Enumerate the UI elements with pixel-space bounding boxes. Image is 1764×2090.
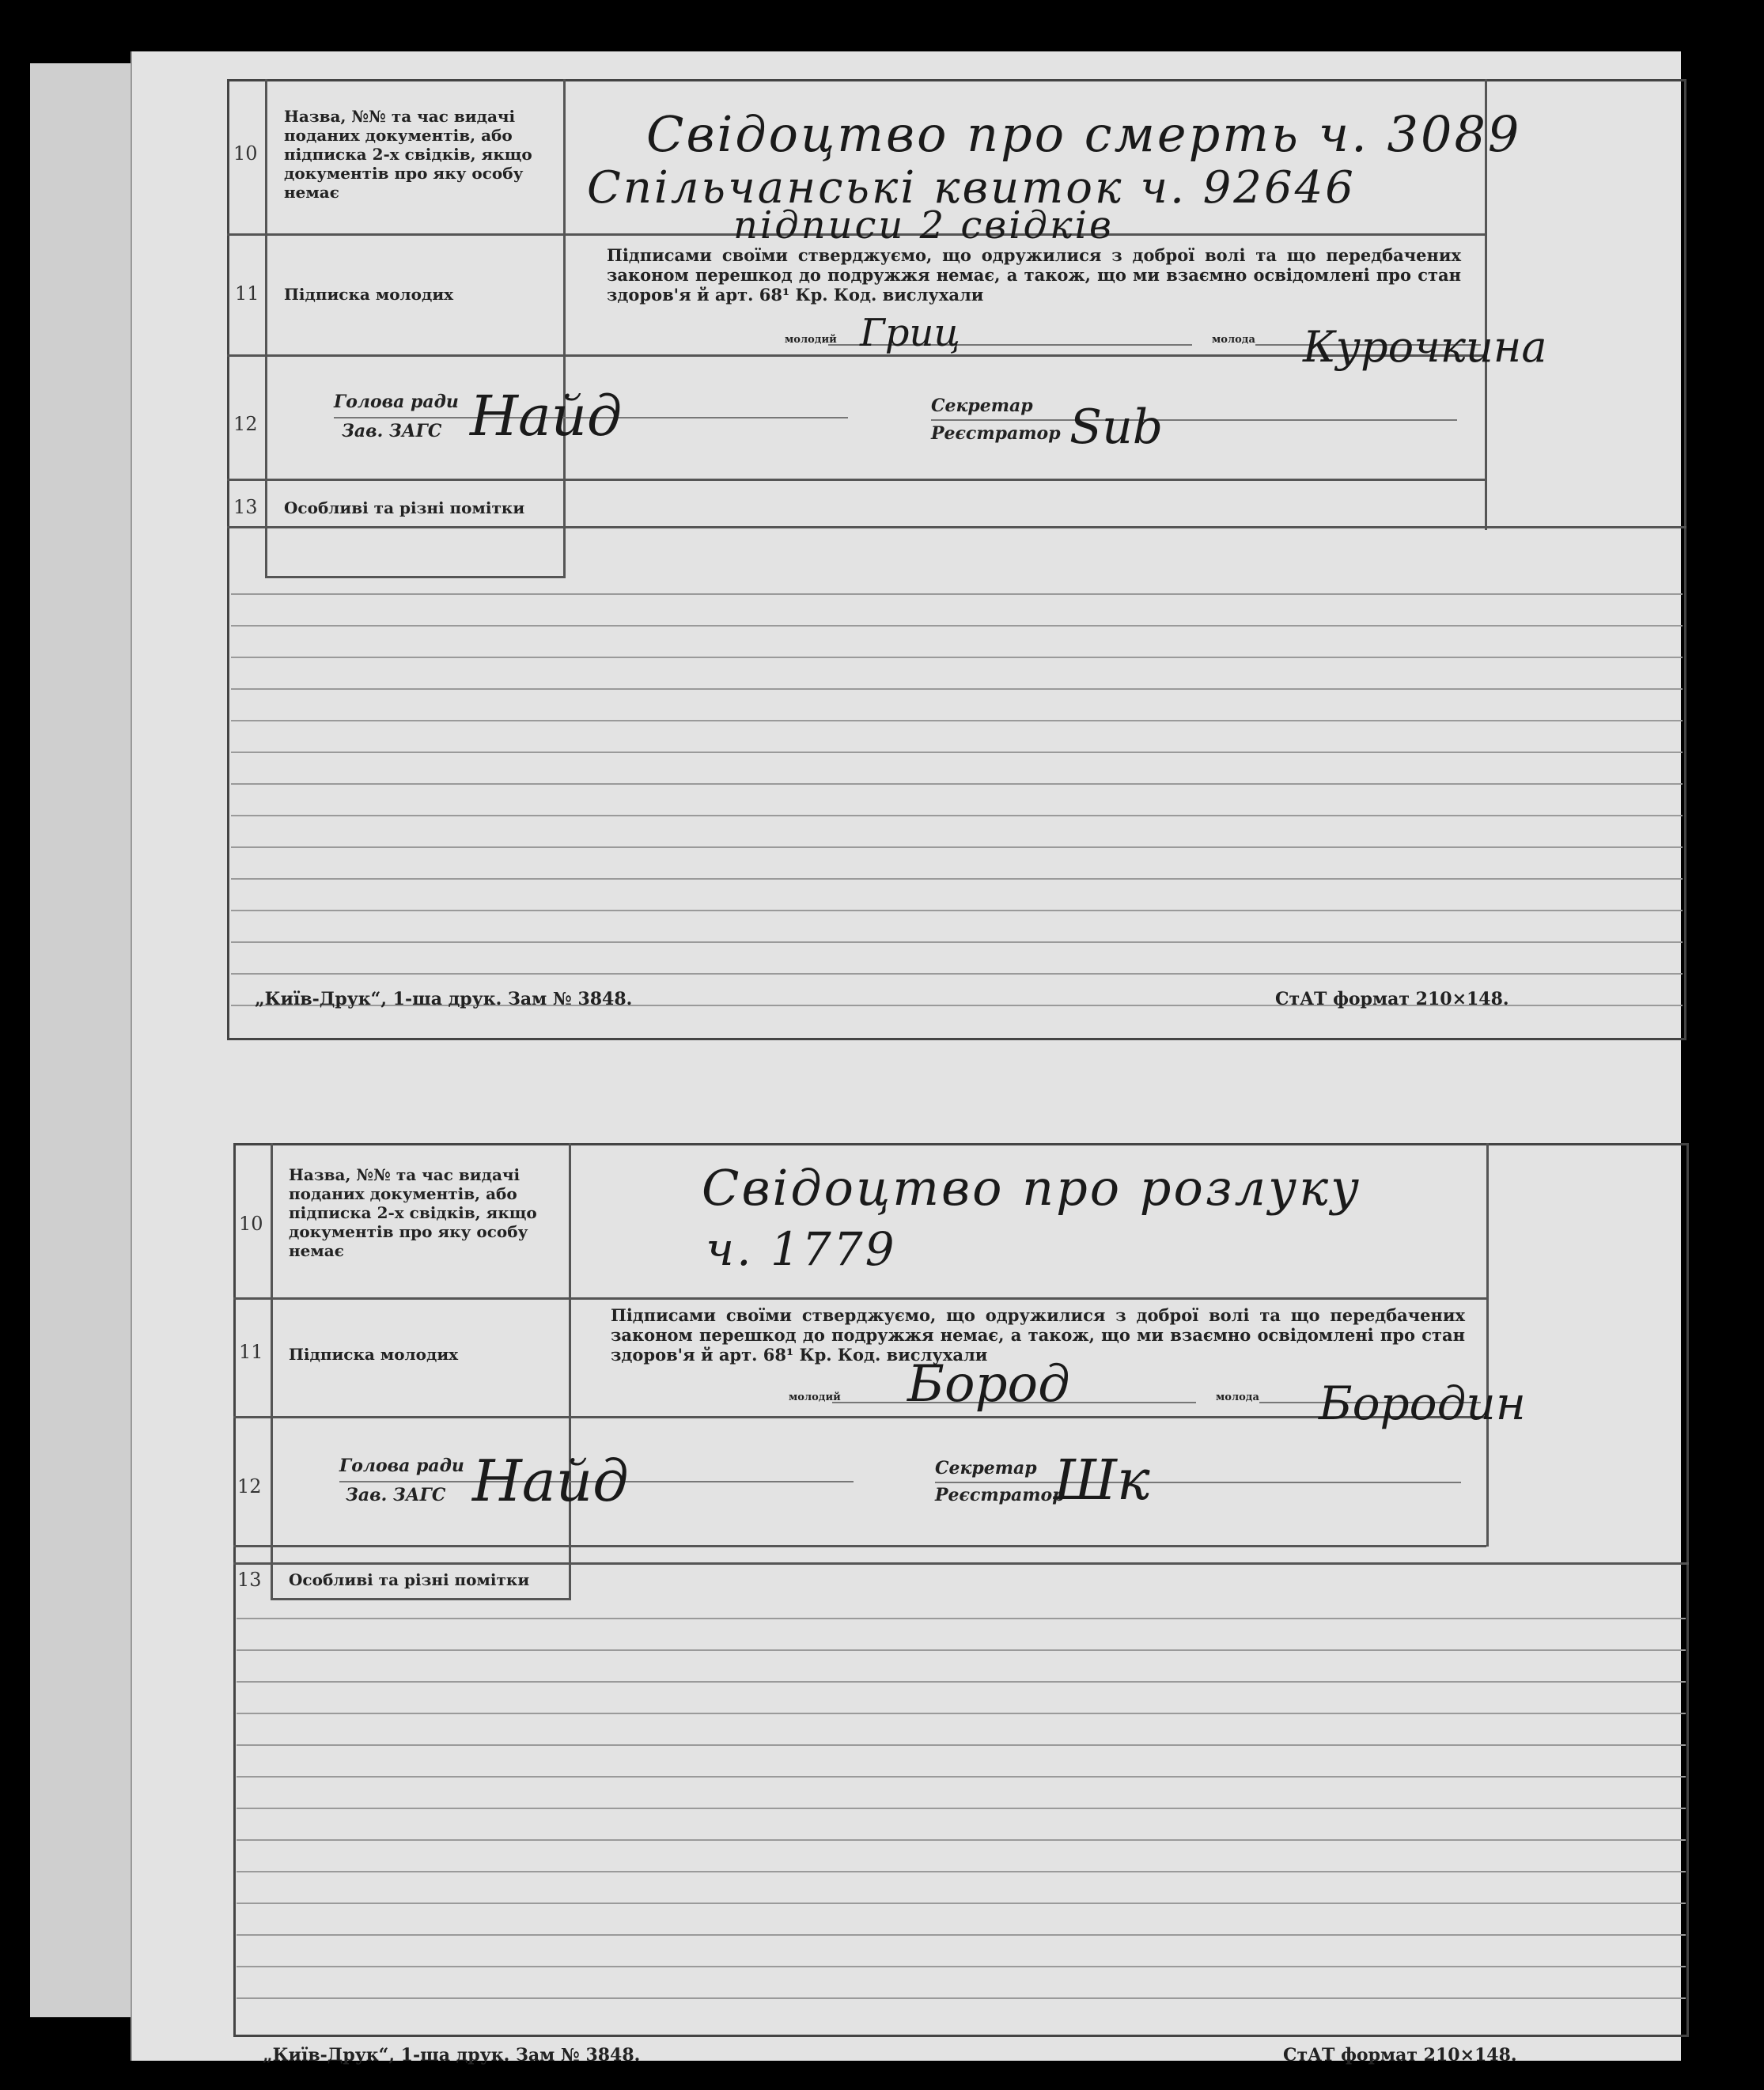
ruled-line [237,1839,1686,1841]
row-divider-12-13a [233,1545,1486,1547]
ruled-line [231,910,1683,911]
row-divider-12-13a [227,479,1485,481]
num-col-divider [265,79,267,577]
ruled-line [237,1618,1686,1619]
ruled-line [237,1808,1686,1809]
row-number-11: 11 [235,282,259,305]
ruled-line [237,1871,1686,1872]
secretary-label-1: Секретар [935,1458,1037,1479]
row13-label: Особливі та різні помітки [284,498,525,517]
label-col-divider [563,79,566,577]
ruled-line [231,783,1683,785]
handwritten-line-2: Спільчанські квиток ч. 92646 [587,162,1356,214]
marriage-oath: Підписами своїми стверджуємо, що одружилися з доброї волі та що передбачених законом перешкод до подружжя немає, а також, що ми взаємно освідомлені про стан здоров'я й арт. 68¹ Кр. Код. вислухали [607,245,1461,305]
row-divider-11-12 [233,1416,1486,1418]
row13-label-bottom [265,576,566,578]
row-divider-12-13b [233,1562,1689,1565]
page-edge-shadow [30,63,137,2017]
head-label-1: Голова ради [334,392,459,412]
groom-signature: Бород [907,1355,1070,1414]
ruled-line [237,1966,1686,1967]
secretary-label-2: Реєстратор [931,423,1061,444]
row10-label: Назва, №№ та час видачі поданих документів, або підписка 2-х свідків, якщо документів про яку особу немає [284,107,532,202]
handwritten-line-1: Свідоцтво про розлуку [702,1159,1362,1217]
ruled-line [237,1744,1686,1746]
bride-signature: Курочкина [1303,322,1547,372]
row11-label: Підписка молодих [289,1345,459,1364]
ruled-line [231,593,1683,595]
ruled-line [237,1997,1686,1999]
row11-label: Підписка молодих [284,285,454,304]
head-label-2: Зав. ЗАГС [342,421,442,441]
ruled-line [231,752,1683,753]
groom-label: молодий [785,334,837,346]
row-number-10: 10 [233,142,258,165]
ruled-line [231,846,1683,848]
ruled-line [237,1934,1686,1936]
row-divider-10-11 [233,1297,1486,1300]
ruled-line [231,878,1683,880]
secretary-sign-line [935,1482,1461,1483]
footer-print-info: „Київ-Друк“, 1-ша друк. Зам № 3848. [263,2045,641,2065]
handwritten-line-1: Свідоцтво про смерть ч. 3089 [646,105,1522,163]
ruled-line [231,941,1683,943]
handwritten-line-2: ч. 1779 [706,1222,897,1276]
ruled-line [237,1713,1686,1714]
row-number-12: 12 [233,413,258,435]
handwritten-line-3: підписи 2 свідків [733,203,1114,248]
footer-format-info: СтАТ формат 210×148. [1283,2045,1517,2065]
secretary-label-2: Реєстратор [935,1485,1065,1505]
row-divider-11-12 [227,354,1485,357]
row13-label: Особливі та різні помітки [289,1570,530,1589]
groom-label: молодий [789,1391,841,1403]
row-number-10: 10 [239,1213,263,1235]
row-number-12: 12 [237,1475,262,1497]
row-divider-12-13b [227,526,1686,528]
head-signature: Найд [472,1448,629,1514]
num-col-divider [271,1143,273,1598]
head-signature: Найд [470,384,623,449]
secretary-label-1: Секретар [931,396,1033,416]
ruled-line [231,973,1683,975]
footer-print-info: „Київ-Друк“, 1-ша друк. Зам № 3848. [255,989,633,1009]
row13-label-bottom [271,1598,571,1600]
head-label-1: Голова ради [339,1456,464,1476]
bride-label: молода [1212,334,1255,346]
secretary-signature: Sub [1069,399,1164,455]
ruled-line [231,815,1683,816]
row-number-11: 11 [239,1341,263,1363]
groom-signature: Гриц [860,311,960,355]
ruled-line [237,1903,1686,1904]
ruled-line [237,1681,1686,1683]
marriage-oath: Підписами своїми стверджуємо, що одружилися з доброї волі та що передбачених законом перешкод до подружжя немає, а також, що ми взаємно освідомлені про стан здоров'я й арт. 68¹ Кр. Код. вислухали [611,1305,1465,1365]
ruled-line [231,625,1683,627]
row10-label: Назва, №№ та час видачі поданих документів, або підписка 2-х свідків, якщо документів про яку особу немає [289,1165,537,1260]
bride-label: молода [1216,1391,1259,1403]
ruled-line [231,720,1683,721]
ruled-line [237,1776,1686,1778]
ruled-line [237,1649,1686,1651]
bride-signature: Бородин [1319,1376,1526,1430]
row-number-13: 13 [233,496,258,518]
footer-format-info: СтАТ формат 210×148. [1275,989,1509,1009]
right-col-divider [1486,1143,1489,1547]
row-number-13: 13 [237,1569,262,1591]
head-label-2: Зав. ЗАГС [346,1485,446,1505]
secretary-signature: Шк [1054,1448,1150,1513]
document-page [131,51,1681,2065]
ruled-line [231,657,1683,658]
ruled-line [231,688,1683,690]
label-col-divider [569,1143,571,1598]
secretary-sign-line [931,419,1457,421]
